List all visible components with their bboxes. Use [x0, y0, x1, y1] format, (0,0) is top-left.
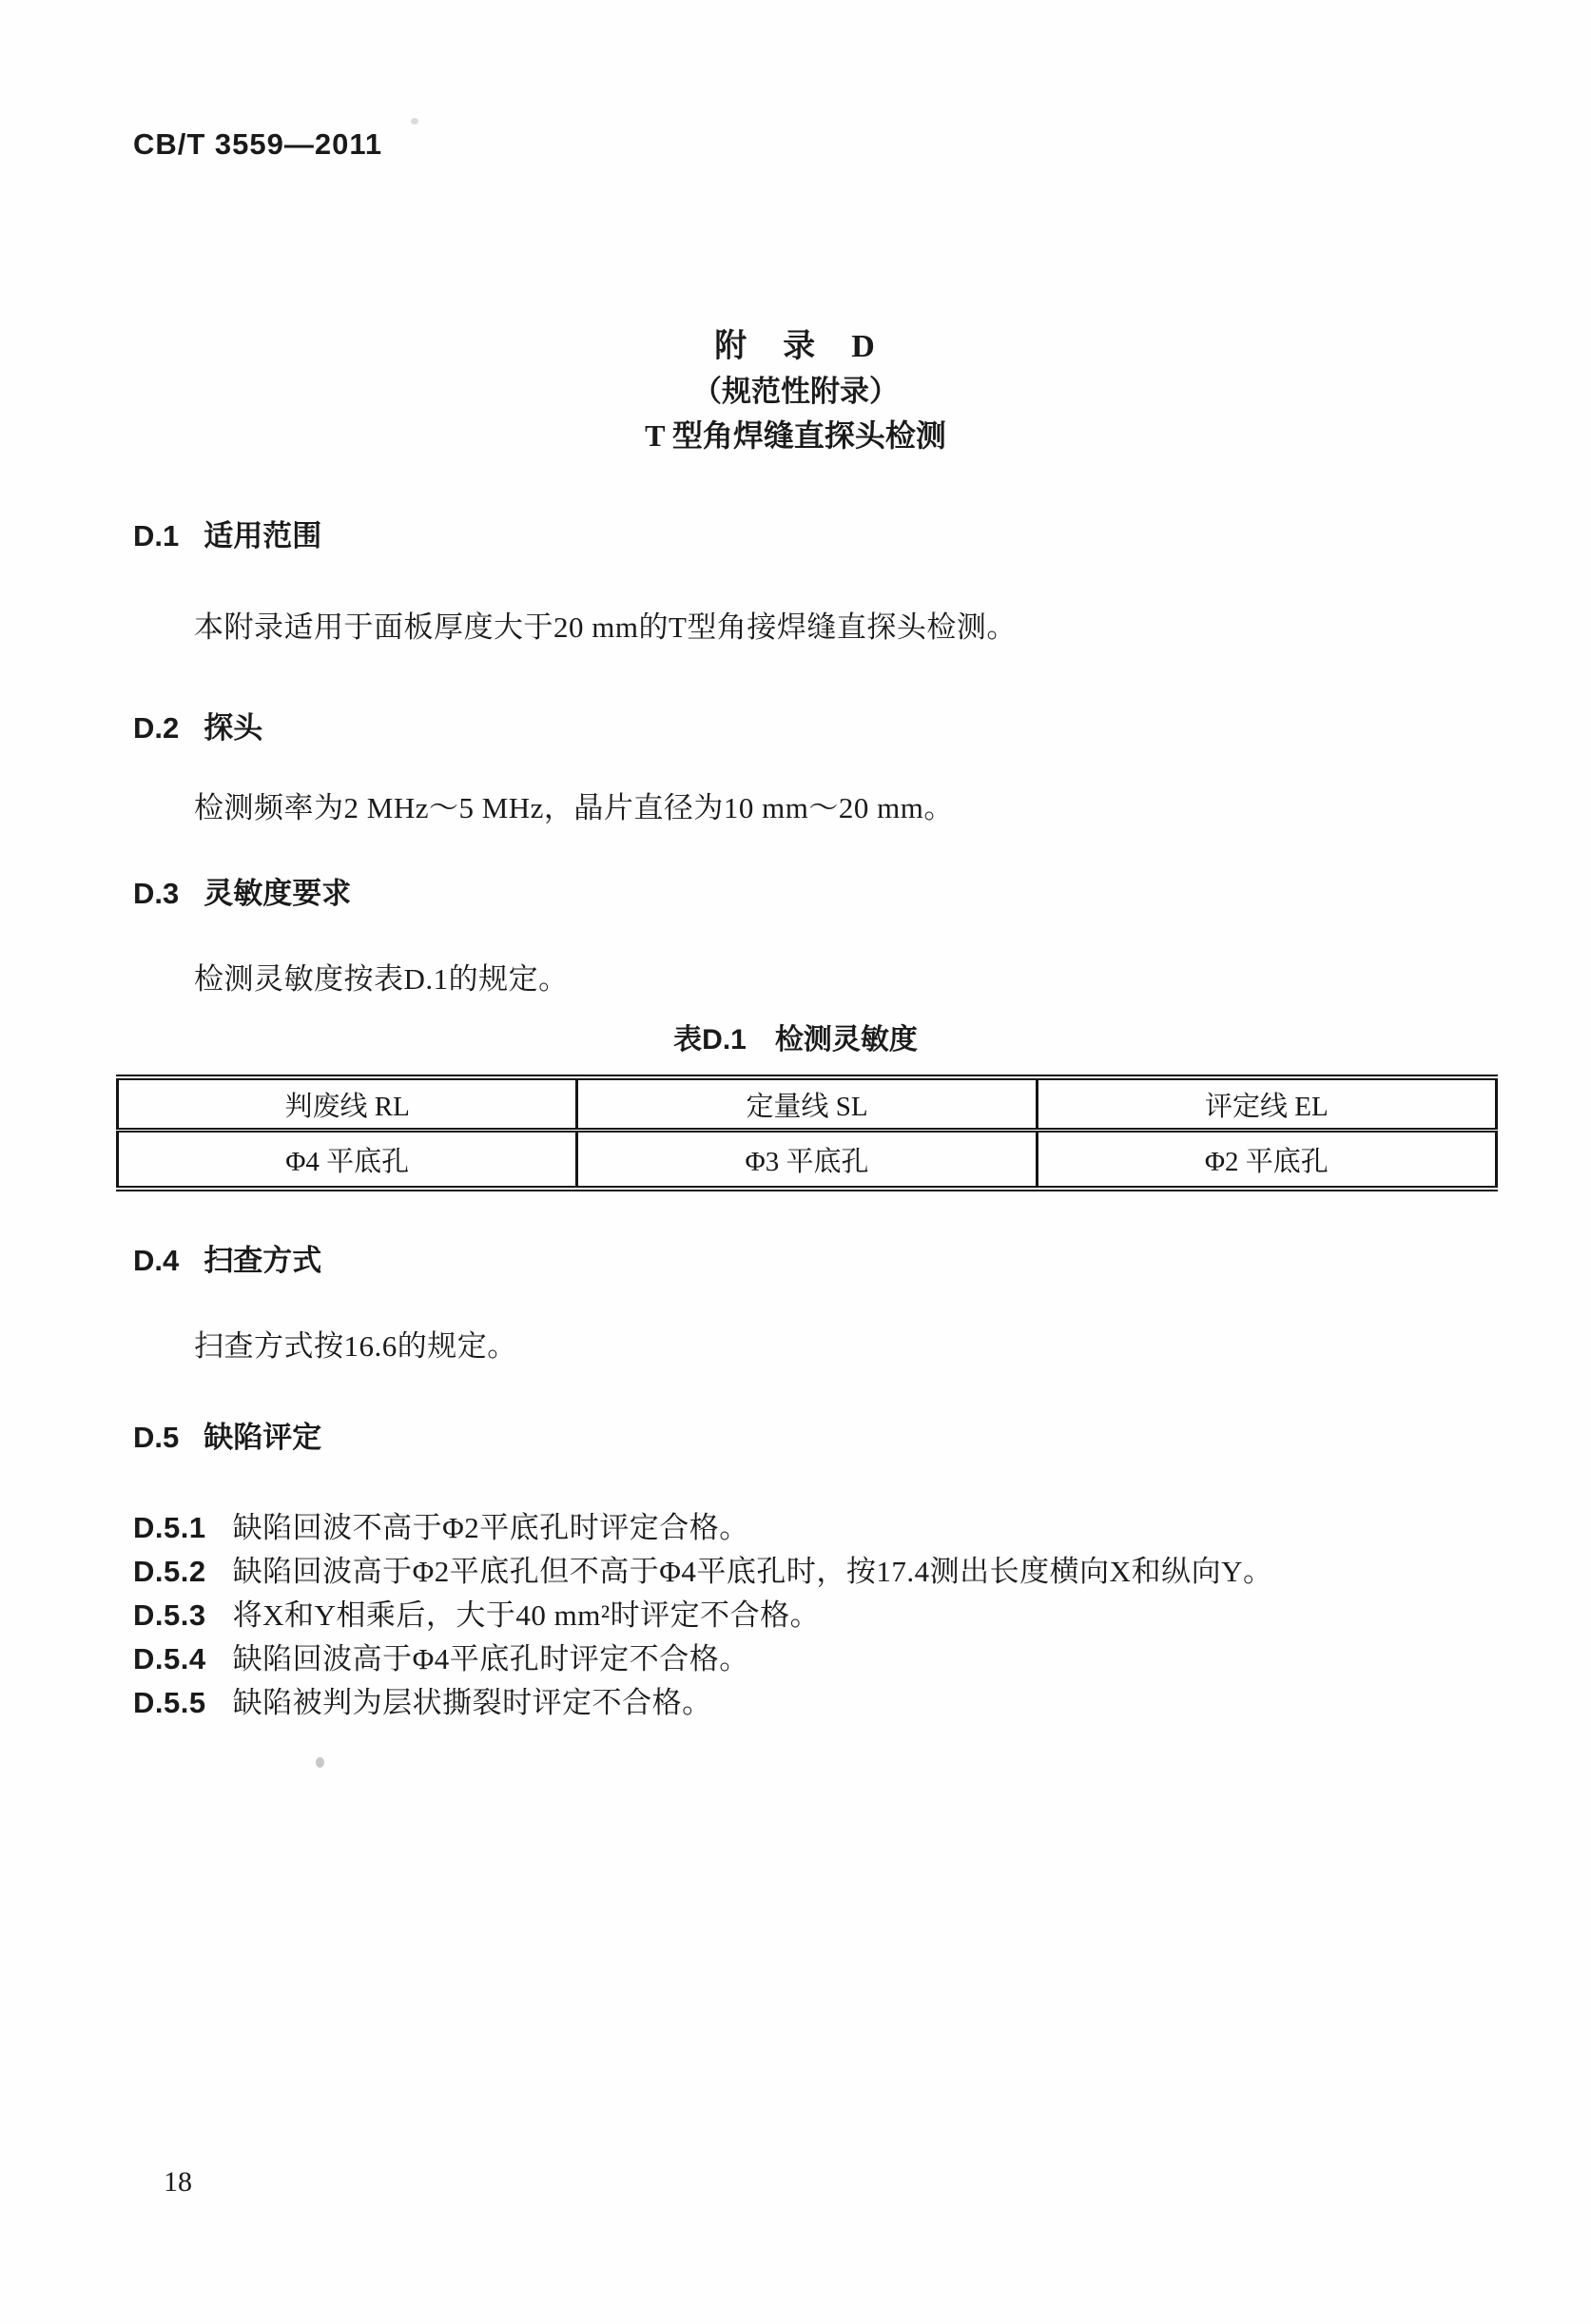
- scan-artifact: [411, 118, 418, 125]
- section-id: D.3: [133, 877, 180, 910]
- sensitivity-table: [116, 1075, 1498, 1191]
- section-label: 扫查方式: [204, 1244, 322, 1277]
- defect-rule-id: D.5.2: [133, 1555, 206, 1588]
- table-header-cell-sl: 定量线 SL: [577, 1077, 1037, 1131]
- section-id: D.5: [133, 1421, 180, 1454]
- section-label: 探头: [204, 711, 263, 745]
- defect-rule-text: 缺陷回波高于Φ2平底孔但不高于Φ4平底孔时，按17.4测出长度横向X和纵向Y。: [232, 1555, 1273, 1588]
- defect-rule-text: 缺陷回波高于Φ4平底孔时评定不合格。: [232, 1642, 749, 1675]
- table-cell-sl: Φ3 平底孔: [577, 1131, 1037, 1190]
- scan-artifact: [316, 1757, 324, 1768]
- section-heading-d2: [133, 704, 262, 746]
- section-body-d4: 扫查方式按16.6的规定。: [194, 1329, 517, 1363]
- section-body-d2: 检测频率为2 MHz～5 MHz，晶片直径为10 mm～20 mm。: [194, 791, 954, 824]
- section-heading-d4: [133, 1236, 321, 1279]
- section-id: D.2: [133, 711, 180, 745]
- table-cell-rl: Φ4 平底孔: [118, 1131, 577, 1190]
- section-body-d1: 本附录适用于面板厚度大于20 mm的T型角接焊缝直探头检测。: [194, 610, 1017, 644]
- defect-rule-id: D.5.4: [133, 1642, 206, 1675]
- defect-rule-d555: [133, 1678, 712, 1721]
- defect-rule-d552: [133, 1547, 1272, 1590]
- appendix-title-block: [0, 324, 1591, 458]
- doc-number: CB/T 3559—2011: [133, 127, 383, 161]
- defect-rule-id: D.5.5: [133, 1686, 206, 1719]
- section-id: D.4: [133, 1244, 180, 1277]
- defect-rule-d551: [133, 1503, 749, 1546]
- section-label: 灵敏度要求: [204, 877, 352, 910]
- section-label: 缺陷评定: [204, 1421, 322, 1454]
- defect-rule-id: D.5.3: [133, 1598, 206, 1632]
- table-cell-el: Φ2 平底孔: [1037, 1131, 1496, 1190]
- section-heading-d5: [133, 1413, 321, 1456]
- section-body-d3: 检测灵敏度按表D.1的规定。: [194, 962, 569, 996]
- appendix-name: T 型角焊缝直探头检测: [645, 418, 946, 453]
- defect-rule-d554: [133, 1635, 749, 1677]
- table-header-row: [118, 1077, 1497, 1131]
- table-caption: 表D.1 检测灵敏度: [673, 1024, 918, 1055]
- section-heading-d3: [133, 869, 351, 912]
- page-number: 18: [164, 2166, 192, 2198]
- appendix-title: 附 录 D: [714, 329, 877, 364]
- table-row: [118, 1131, 1497, 1190]
- defect-rule-d553: [133, 1591, 820, 1634]
- defect-rule-text: 缺陷被判为层状撕裂时评定不合格。: [232, 1686, 712, 1719]
- section-heading-d1: [133, 512, 321, 554]
- defect-rule-text: 将X和Y相乘后，大于40 mm²时评定不合格。: [232, 1598, 821, 1632]
- appendix-subtitle: （规范性附录）: [692, 375, 899, 408]
- table-header-cell-rl: 判废线 RL: [118, 1077, 577, 1131]
- section-label: 适用范围: [204, 519, 322, 552]
- defect-rule-id: D.5.1: [133, 1511, 206, 1544]
- table-header-cell-el: 评定线 EL: [1037, 1077, 1496, 1131]
- section-id: D.1: [133, 519, 180, 552]
- defect-rule-text: 缺陷回波不高于Φ2平底孔时评定合格。: [232, 1511, 749, 1544]
